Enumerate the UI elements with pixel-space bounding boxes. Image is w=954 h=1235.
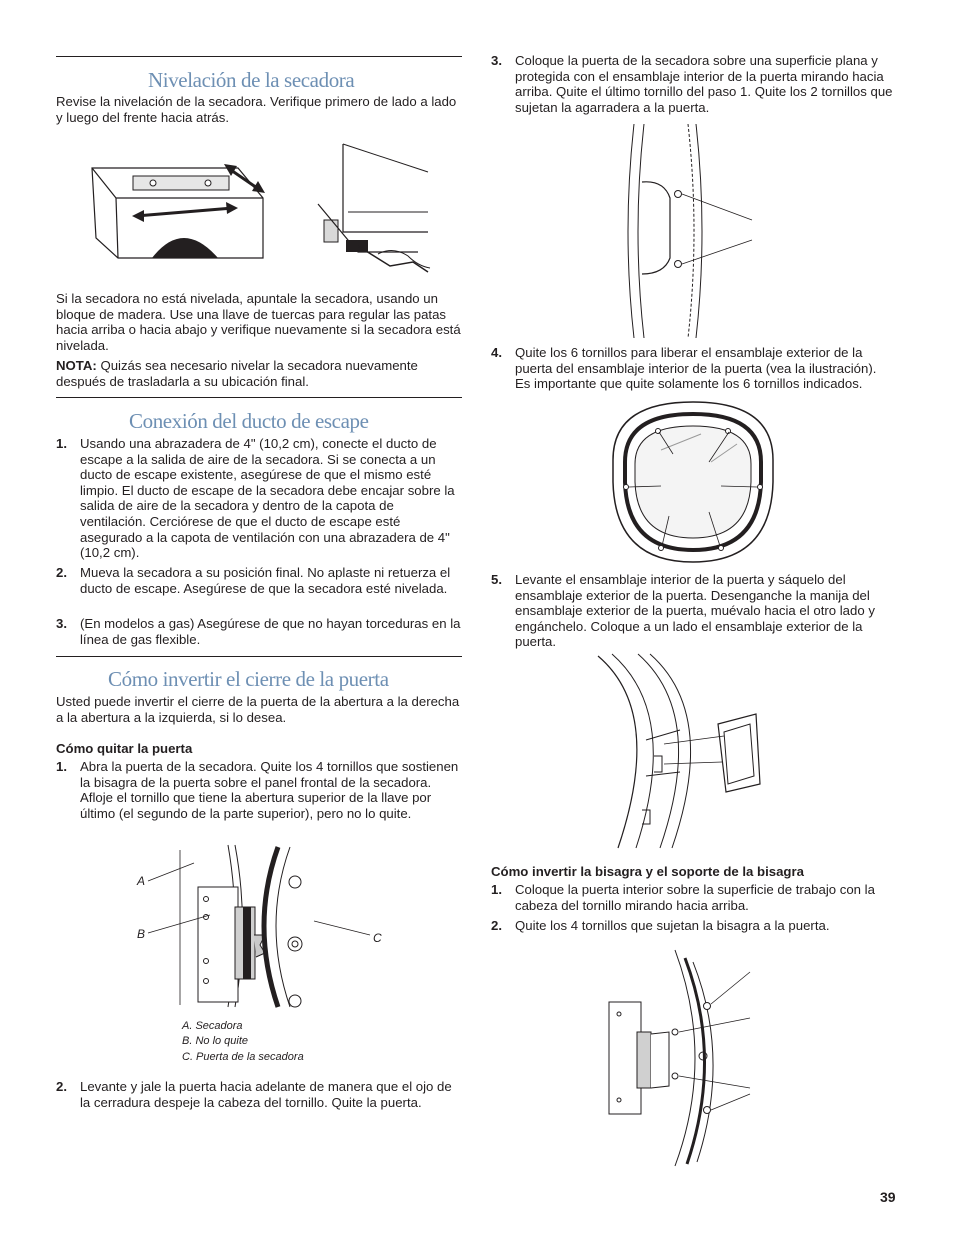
figure-caption-b: B. No lo quite <box>182 1035 249 1047</box>
step-text: Mueva la secadora a su posición final. No aplaste ni retuerza el ducto de escape. Asegúrese de que la secadora esté nivelada. <box>80 565 451 596</box>
exhaust-step-3 <box>56 616 462 647</box>
remove-step-5 <box>491 572 895 650</box>
step-number: 3. <box>56 616 67 631</box>
step-number: 5. <box>491 572 502 587</box>
remove-step-1 <box>56 759 462 821</box>
step-number: 2. <box>56 1079 67 1094</box>
remove-door-heading: Cómo quitar la puerta <box>56 741 193 756</box>
step-number: 2. <box>56 565 67 580</box>
door-hinge-illustration <box>150 845 380 1010</box>
section-title-exhaust: Conexión del ducto de escape <box>129 409 369 433</box>
level-wrench-illustration <box>318 142 434 280</box>
step-number: 4. <box>491 345 502 360</box>
note-label: NOTA: <box>56 358 97 373</box>
exhaust-step-1 <box>56 436 462 561</box>
step-text: (En modelos a gas) Asegúrese de que no hayan torceduras en la línea de gas flexible. <box>80 616 461 647</box>
figure-label-a: A <box>137 874 146 888</box>
level-dryer-top-illustration <box>88 158 283 258</box>
figure-caption-c: C. Puerta de la secadora <box>182 1051 304 1063</box>
step-number: 1. <box>56 759 67 774</box>
leveling-note <box>56 358 462 389</box>
hinge-step-2 <box>491 918 895 934</box>
hinge-on-door-illustration <box>605 948 755 1168</box>
door-outer-assembly-illustration <box>594 652 774 850</box>
step-number: 3. <box>491 53 502 68</box>
step-number: 1. <box>491 882 502 897</box>
step-text: Coloque la puerta de la secadora sobre una superficie plana y protegida con el ensamblaje interior de la puerta mirando hacia arriba. Quite el último tornillo del paso 1. Quite los 2 tornillos que sujetan la agarradera a la puerta. <box>515 53 893 115</box>
door-rule <box>56 656 462 657</box>
figure-label-c: C <box>373 931 382 945</box>
step-text: Quite los 6 tornillos para liberar el ensamblaje exterior de la puerta del ensamblaje interior de la puerta (vea la ilustración). Es importante que quite solamente los 6 tornillos indicados. <box>515 345 877 392</box>
hinge-step-1 <box>491 882 895 913</box>
step-text: Abra la puerta de la secadora. Quite los 4 tornillos que sostienen la bisagra de la puerta sobre el panel frontal de la secadora. Afloje el tornillo que tiene la abertura superior de la llave por último (el segundo de la parte superior), pero no lo quite. <box>80 759 459 821</box>
leveling-body: Si la secadora no está nivelada, apuntale la secadora, usando un bloque de madera. Use una llave de tuercas para regular las patas hacia arriba o hacia abajo y verifique nuevamente si la secadora está nivelada. <box>56 291 461 353</box>
step-text: Usando una abrazadera de 4" (10,2 cm), conecte el ducto de escape a la salida de aire de la secadora. Si se conecta a un ducto de escape existente, asegúrese de que el mismo esté limpio. El ducto de escape de la secadora debe encajar sobre la salida de aire de la secadora y dentro de la capota de ventilación. Cerciórese de que el ducto de escape esté asegurado a la capota de ventilación con una abrazadera de 4" (10,2 cm). <box>80 436 455 561</box>
note-text: Quizás sea necesario nivelar la secadora nuevamente después de trasladarla a su ubicación final. <box>56 358 418 389</box>
figure-label-b: B <box>137 927 146 941</box>
step-text: Quite los 4 tornillos que sujetan la bisagra a la puerta. <box>515 918 830 933</box>
door-handle-screws-illustration <box>620 122 760 340</box>
hinge-heading: Cómo invertir la bisagra y el soporte de la bisagra <box>491 864 804 879</box>
step-number: 1. <box>56 436 67 451</box>
remove-step-4 <box>491 345 895 392</box>
door-six-screws-illustration <box>611 400 775 564</box>
section-title-door: Cómo invertir el cierre de la puerta <box>108 667 389 691</box>
remove-step-3 <box>491 53 895 115</box>
step-text: Levante y jale la puerta hacia adelante de manera que el ojo de la cerradura despeje la cabeza del tornillo. Quite la puerta. <box>80 1079 452 1110</box>
section-title-leveling: Nivelación de la secadora <box>148 68 355 92</box>
page-number: 39 <box>880 1189 896 1205</box>
figure-caption-a: A. Secadora <box>182 1020 243 1032</box>
top-rule <box>56 56 462 57</box>
step-number: 2. <box>491 918 502 933</box>
door-intro: Usted puede invertir el cierre de la puerta de la abertura a la derecha a la abertura a la izquierda, si lo desea. <box>56 694 460 725</box>
step-text: Coloque la puerta interior sobre la superficie de trabajo con la cabeza del tornillo mirando hacia arriba. <box>515 882 875 913</box>
leveling-intro: Revise la nivelación de la secadora. Verifique primero de lado a lado y luego del frente hacia atrás. <box>56 94 457 125</box>
step-text: Levante el ensamblaje interior de la puerta y sáquelo del ensamblaje exterior de la puerta. Desenganche la manija del ensamblaje exterior de la puerta, muévalo hacia el otro lado y engánchelo. Coloque a un lado el ensamblaje exterior de la puerta. <box>515 572 875 650</box>
exhaust-step-2 <box>56 565 462 596</box>
remove-step-2 <box>56 1079 462 1110</box>
exhaust-rule <box>56 397 462 398</box>
